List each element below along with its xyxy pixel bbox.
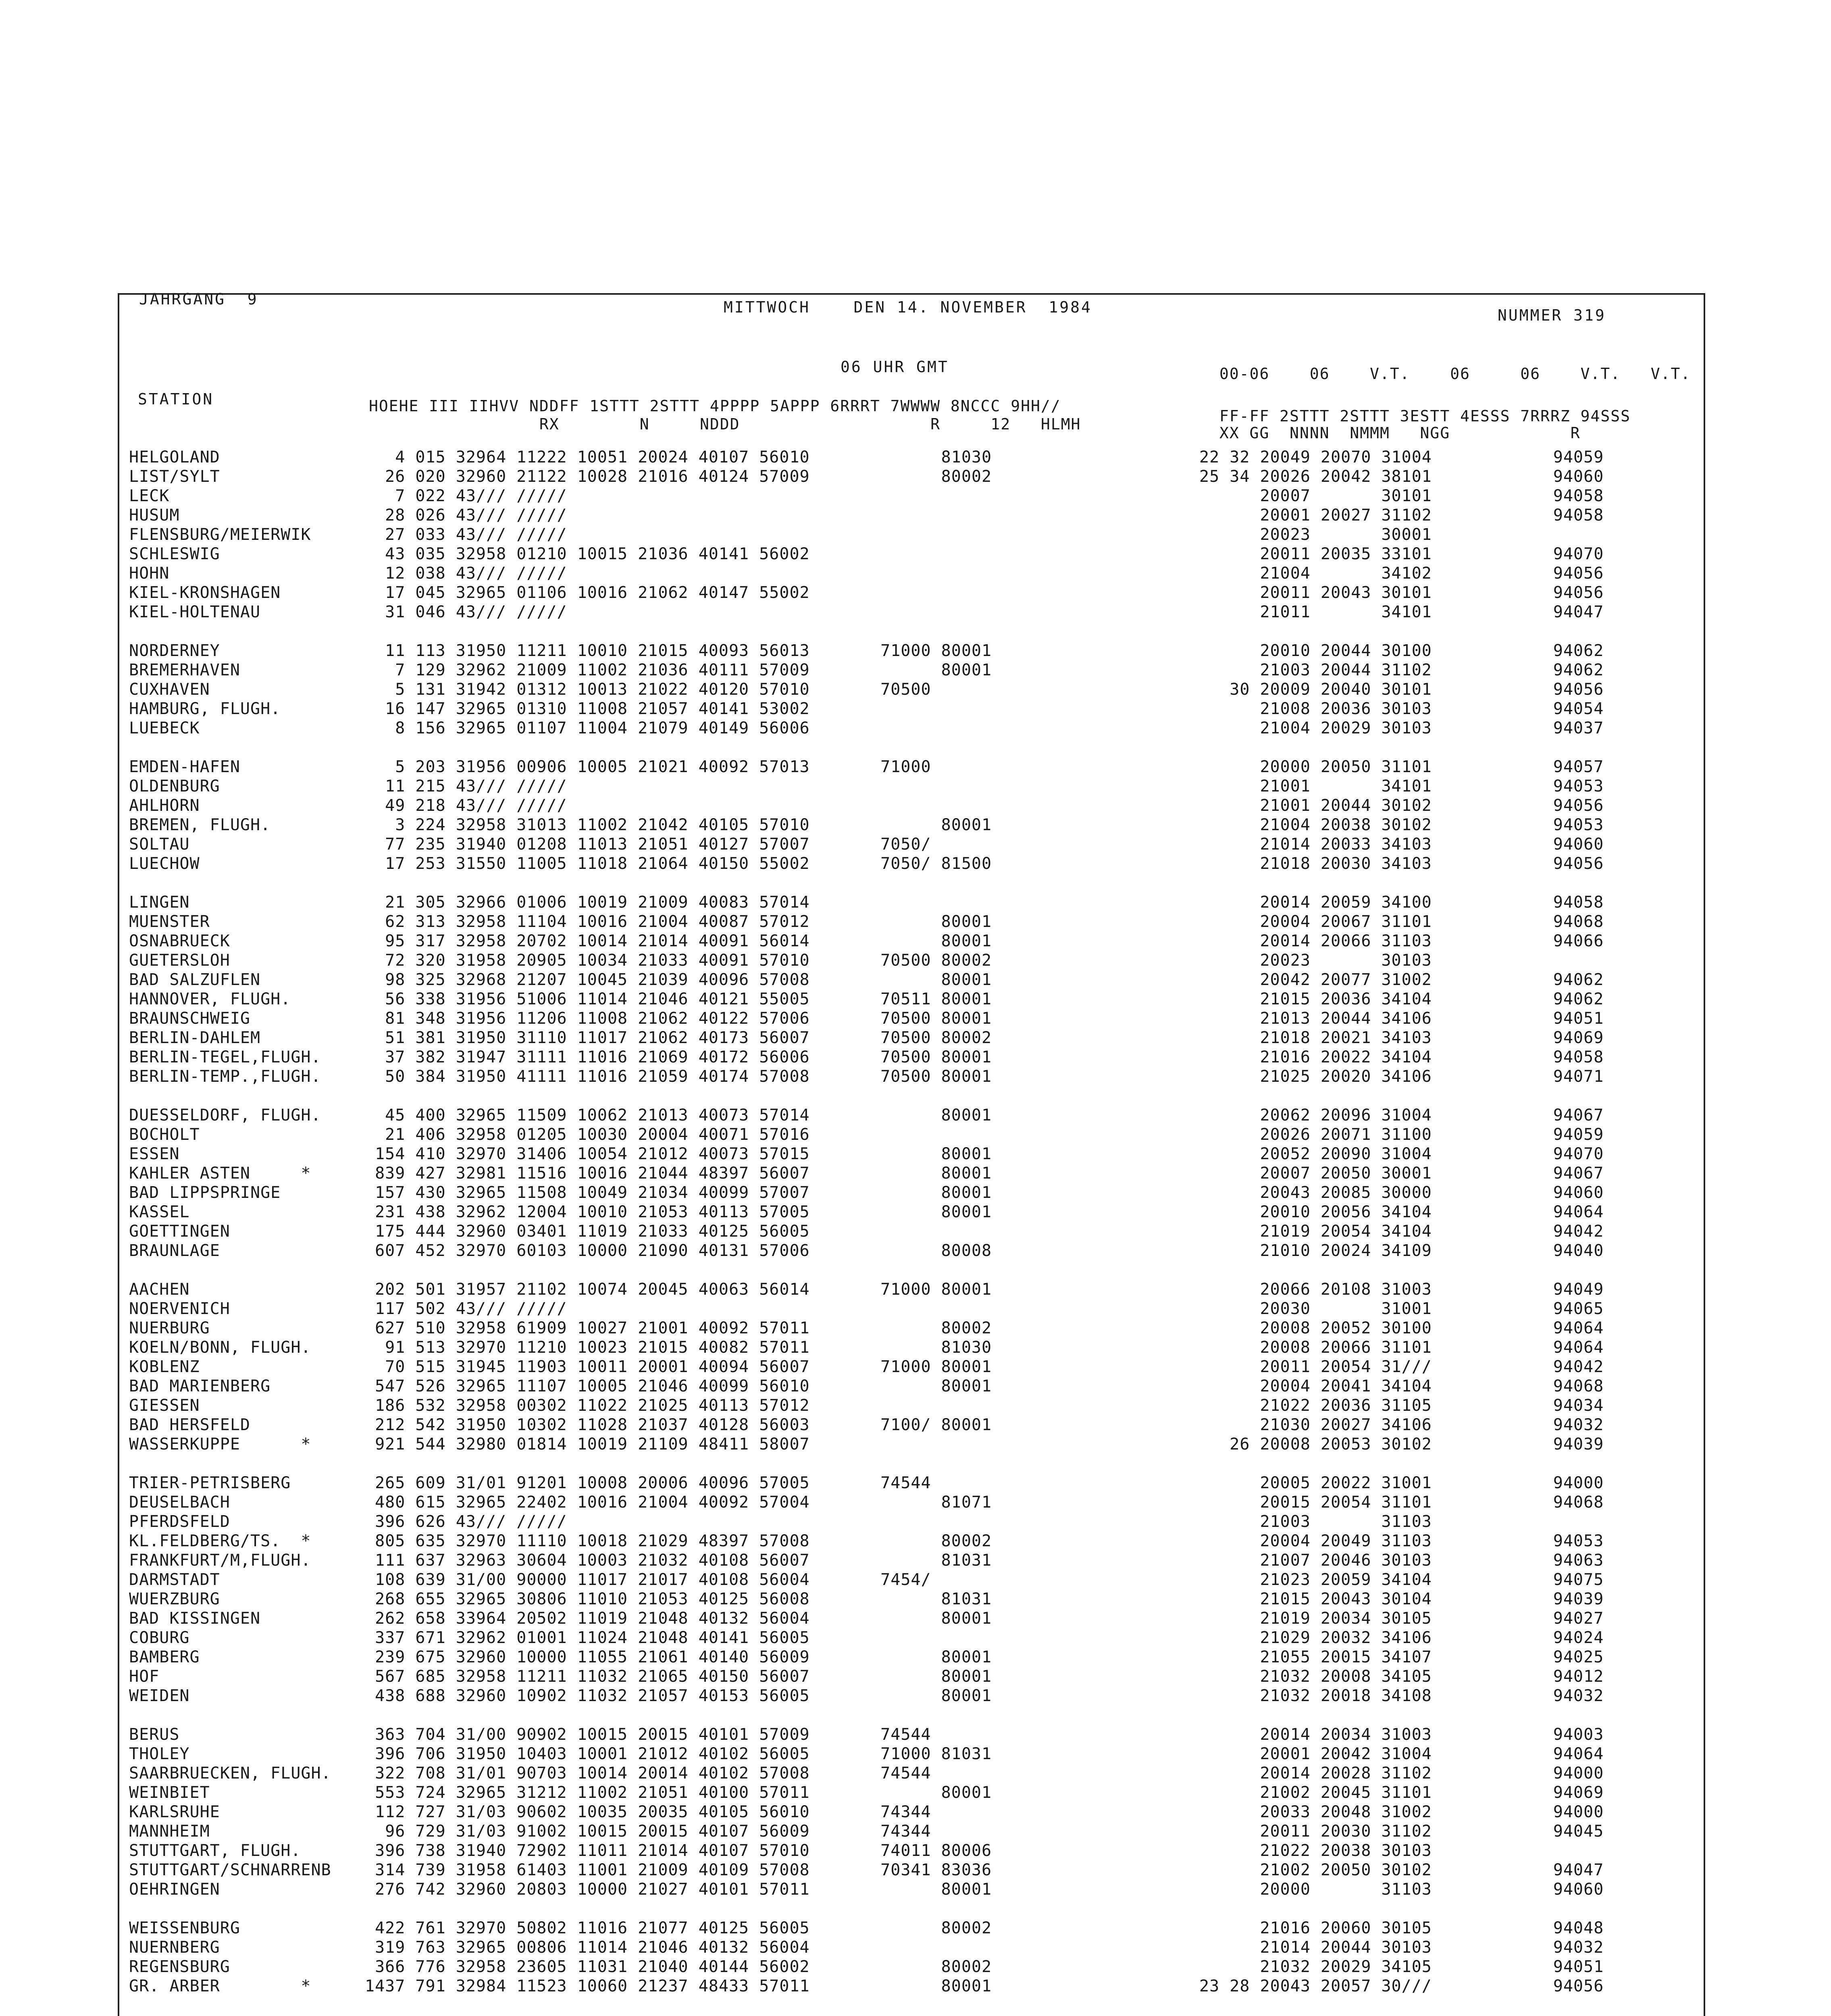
observation-row: 51 381 31950 31110 11017 21062 40173 56007 70500 80002 <box>365 1029 992 1047</box>
observation-row: 438 688 32960 10902 11032 21057 40153 56005 80001 <box>365 1687 992 1705</box>
extended-row: 21004 34102 94056 <box>1199 564 1604 583</box>
station-name: OSNABRUECK <box>129 932 230 950</box>
extended-row: 20011 20043 30101 94056 <box>1199 583 1604 602</box>
observation-row: 5 131 31942 01312 10013 21022 40120 57010 70500 <box>365 680 931 699</box>
group-spacer <box>129 738 379 757</box>
observation-row: 91 513 32970 11210 10023 21015 40082 57011 81030 <box>365 1338 992 1357</box>
extended-row: 21001 34101 94053 <box>1199 777 1604 796</box>
observation-row: 5 203 31956 00906 10005 21021 40092 57013 71000 <box>365 758 931 776</box>
observation-row: 175 444 32960 03401 11019 21033 40125 56005 <box>365 1222 810 1241</box>
station-name: GUETERSLOH <box>129 951 230 970</box>
extended-row: 20042 20077 31002 94062 <box>1199 971 1604 989</box>
extended-row: 21023 20059 34104 94075 <box>1199 1570 1604 1589</box>
observation-row: 62 313 32958 11104 10016 21004 40087 57012 80001 <box>365 912 992 931</box>
group-spacer <box>365 873 1260 893</box>
observation-row: 21 406 32958 01205 10030 20004 40071 57016 <box>365 1125 810 1144</box>
observation-row: 366 776 32958 23605 11031 21040 40144 56002 80002 <box>365 1958 992 1976</box>
station-name: BAD KISSINGEN <box>129 1609 261 1628</box>
observation-row: 43 035 32958 01210 10015 21036 40141 56002 <box>365 545 810 563</box>
station-name: NORDERNEY <box>129 641 220 660</box>
station-name: KASSEL <box>129 1203 190 1221</box>
observation-row: 314 739 31958 61403 11001 21009 40109 57008 70341 83036 <box>365 1861 992 1879</box>
station-name: BERLIN-DAHLEM <box>129 1029 261 1047</box>
station-name: DEUSELBACH <box>129 1493 230 1512</box>
extended-row: 20000 20050 31101 94057 <box>1199 758 1604 776</box>
extended-row: 21014 20033 34103 94060 <box>1199 835 1604 854</box>
station-name: MUENSTER <box>129 912 210 931</box>
group-spacer <box>365 1260 1260 1280</box>
observation-list <box>365 448 1260 2016</box>
observation-row: 276 742 32960 20803 10000 21027 40101 57011 80001 <box>365 1880 992 1899</box>
extended-row: 20023 30103 <box>1199 951 1432 970</box>
station-name: KAHLER ASTEN * <box>129 1164 311 1183</box>
observation-row: 268 655 32965 30806 11010 21053 40125 56008 81031 <box>365 1590 992 1608</box>
extended-row: 21014 20044 30103 94032 <box>1199 1938 1604 1957</box>
observation-row: 396 738 31940 72902 11011 21014 40107 57010 74011 80006 <box>365 1841 992 1860</box>
station-name: BAD MARIENBERG <box>129 1377 271 1395</box>
station-name: THOLEY <box>129 1745 190 1763</box>
extended-row: 21010 20024 34109 94040 <box>1199 1241 1604 1260</box>
station-name: HAMBURG, FLUGH. <box>129 700 281 718</box>
extended-row: 20015 20054 31101 94068 <box>1199 1493 1604 1512</box>
observation-row: 553 724 32965 31212 11002 21051 40100 57011 80001 <box>365 1783 992 1802</box>
extended-row: 21016 20022 34104 94058 <box>1199 1048 1604 1066</box>
station-name: AHLHORN <box>129 796 200 815</box>
observation-row: 186 532 32958 00302 11022 21025 40113 57012 <box>365 1396 810 1415</box>
observation-row: 72 320 31958 20905 10034 21033 40091 57010 70500 80002 <box>365 951 992 970</box>
extended-row: 20010 20056 34104 94064 <box>1199 1203 1604 1221</box>
station-name: COBURG <box>129 1629 190 1647</box>
extended-row: 21030 20027 34106 94032 <box>1199 1416 1604 1434</box>
code-columns-subheader: RX N NDDD R 12 HLMH <box>369 415 1081 433</box>
observation-row: 28 026 43/// ///// <box>365 506 567 525</box>
observation-row: 117 502 43/// ///// <box>365 1300 567 1318</box>
observation-row: 108 639 31/00 90000 11017 21017 40108 56004 7454/ <box>365 1570 931 1589</box>
station-name: WUERZBURG <box>129 1590 220 1608</box>
observation-row: 322 708 31/01 90703 10014 20014 40102 57008 74544 <box>365 1764 931 1783</box>
station-name: MANNHEIM <box>129 1822 210 1841</box>
station-name: BERLIN-TEGEL,FLUGH. <box>129 1048 321 1066</box>
observation-row: 396 706 31950 10403 10001 21012 40102 56005 71000 81031 <box>365 1745 992 1763</box>
station-name: KIEL-KRONSHAGEN <box>129 583 281 602</box>
observation-row: 77 235 31940 01208 11013 21051 40127 57007 7050/ <box>365 835 931 854</box>
observation-row: 547 526 32965 11107 10005 21046 40099 56010 80001 <box>365 1377 992 1395</box>
observation-row: 805 635 32970 11110 10018 21029 48397 57008 80002 <box>365 1532 992 1550</box>
observation-row: 95 317 32958 20702 10014 21014 40091 56014 80001 <box>365 932 992 950</box>
station-name: HANNOVER, FLUGH. <box>129 990 291 1008</box>
extended-row: 21007 20046 30103 94063 <box>1199 1551 1604 1570</box>
station-name: BRAUNSCHWEIG <box>129 1009 250 1028</box>
extended-row: 21022 20036 31105 94034 <box>1199 1396 1604 1415</box>
extended-row: 21018 20021 34103 94069 <box>1199 1029 1604 1047</box>
station-name: AACHEN <box>129 1280 190 1299</box>
group-spacer <box>1199 1996 1699 2015</box>
observation-row: 17 045 32965 01106 10016 21062 40147 55002 <box>365 583 810 602</box>
station-name: ESSEN <box>129 1145 180 1163</box>
extended-row: 22 32 20049 20070 31004 94059 <box>1199 448 1604 467</box>
extended-row: 20007 30101 94058 <box>1199 487 1604 505</box>
extended-row: 20000 31103 94060 <box>1199 1880 1604 1899</box>
extended-row: 21025 20020 34106 94071 <box>1199 1067 1604 1086</box>
extended-row: 20014 20028 31102 94000 <box>1199 1764 1604 1783</box>
extended-row: 20023 30001 <box>1199 525 1432 544</box>
station-name: BREMEN, FLUGH. <box>129 816 271 834</box>
station-name: WASSERKUPPE * <box>129 1435 311 1454</box>
extended-row: 20030 31001 94065 <box>1199 1300 1604 1318</box>
date-label: MITTWOCH DEN 14. NOVEMBER 1984 <box>724 298 1092 316</box>
extended-row: 20010 20044 30100 94062 <box>1199 641 1604 660</box>
extended-columns-header: 00-06 06 V.T. 06 06 V.T. V.T. <box>1219 365 1691 383</box>
station-name: HELGOLAND <box>129 448 220 467</box>
observation-row: 337 671 32962 01001 11024 21048 40141 56005 <box>365 1629 810 1647</box>
station-name: GOETTINGEN <box>129 1222 230 1241</box>
extended-row: 20001 20042 31004 94064 <box>1199 1745 1604 1763</box>
group-spacer <box>129 1899 379 1918</box>
group-spacer <box>1199 873 1699 893</box>
extended-row: 20052 20090 31004 94070 <box>1199 1145 1604 1163</box>
station-name: FRANKFURT/M,FLUGH. <box>129 1551 311 1570</box>
station-name: DARMSTADT <box>129 1570 220 1589</box>
observation-row: 56 338 31956 51006 11014 21046 40121 55005 70511 80001 <box>365 990 992 1008</box>
extended-row: 23 28 20043 20057 30/// 94056 <box>1199 1977 1604 1995</box>
observation-row: 839 427 32981 11516 10016 21044 48397 56007 80001 <box>365 1164 992 1183</box>
extended-row: 21032 20018 34108 94032 <box>1199 1687 1604 1705</box>
observation-row: 627 510 32958 61909 10027 21001 40092 57011 80002 <box>365 1319 992 1337</box>
observation-row: 157 430 32965 11508 10049 21034 40099 57007 80001 <box>365 1183 992 1202</box>
extended-row: 21018 20030 34103 94056 <box>1199 854 1604 873</box>
observation-row: 17 253 31550 11005 11018 21064 40150 55002 7050/ 81500 <box>365 854 992 873</box>
group-spacer <box>129 1086 379 1106</box>
station-name: EMDEN-HAFEN <box>129 758 240 776</box>
extended-row: 30 20009 20040 30101 94056 <box>1199 680 1604 699</box>
extended-data-list <box>1199 448 1699 2016</box>
station-name: WEIDEN <box>129 1687 190 1705</box>
group-spacer <box>1199 1260 1699 1280</box>
extended-row: 21015 20043 30104 94039 <box>1199 1590 1604 1608</box>
station-name: WEISSENBURG <box>129 1919 240 1937</box>
station-name: FLENSBURG/MEIERWIK <box>129 525 311 544</box>
station-name: SOLTAU <box>129 835 190 854</box>
observation-row: 262 658 33964 20502 11019 21048 40132 56004 80001 <box>365 1609 992 1628</box>
station-name: CUXHAVEN <box>129 680 210 699</box>
group-spacer <box>1199 622 1699 641</box>
issue-number: NUMMER 319 <box>1498 306 1606 324</box>
station-name: BOCHOLT <box>129 1125 200 1144</box>
station-name: HUSUM <box>129 506 180 525</box>
extended-row: 21015 20036 34104 94062 <box>1199 990 1604 1008</box>
extended-row: 20026 20071 31100 94059 <box>1199 1125 1604 1144</box>
observation-row: 11 113 31950 11211 10010 21015 40093 56013 71000 80001 <box>365 641 992 660</box>
extended-row: 20008 20066 31101 94064 <box>1199 1338 1604 1357</box>
station-name: NUERBURG <box>129 1319 210 1337</box>
code-columns-header: HOEHE III IIHVV NDDFF 1STTT 2STTT 4PPPP 5APPP 6RRRT 7WWWW 8NCCC 9HH// <box>369 397 1061 415</box>
extended-row: 21019 20054 34104 94042 <box>1199 1222 1604 1241</box>
extended-row: 20008 20052 30100 94064 <box>1199 1319 1604 1337</box>
group-spacer <box>365 1899 1260 1918</box>
observation-row: 50 384 31950 41111 11016 21059 40174 57008 70500 80001 <box>365 1067 992 1086</box>
extended-columns-subheader: FF-FF 2STTT 2STTT 3ESTT 4ESSS 7RRRZ 94SSS <box>1219 407 1631 425</box>
group-spacer <box>1199 1086 1699 1106</box>
observation-row: 202 501 31957 21102 10074 20045 40063 56014 71000 80001 <box>365 1280 992 1299</box>
extended-row: 20033 20048 31002 94000 <box>1199 1803 1604 1821</box>
extended-row: 21055 20015 34107 94025 <box>1199 1648 1604 1666</box>
station-name: BRAUNLAGE <box>129 1241 220 1260</box>
observation-row: 480 615 32965 22402 10016 21004 40092 57004 81071 <box>365 1493 992 1512</box>
station-name: HOF <box>129 1667 160 1686</box>
group-spacer <box>129 873 379 893</box>
extended-row: 21001 20044 30102 94056 <box>1199 796 1604 815</box>
group-spacer <box>1199 1899 1699 1918</box>
group-spacer <box>129 1706 379 1725</box>
extended-row: 21004 20029 30103 94037 <box>1199 719 1604 737</box>
station-list <box>129 448 379 2016</box>
observation-row: 70 515 31945 11903 10011 20001 40094 56007 71000 80001 <box>365 1358 992 1376</box>
observation-row: 26 020 32960 21122 10028 21016 40124 57009 80002 <box>365 467 992 486</box>
station-name: BREMERHAVEN <box>129 661 240 679</box>
extended-row: 20011 20035 33101 94070 <box>1199 545 1604 563</box>
observation-row: 37 382 31947 31111 11016 21069 40172 56006 70500 80001 <box>365 1048 992 1066</box>
observation-row: 231 438 32962 12004 10010 21053 40113 57005 80001 <box>365 1203 992 1221</box>
extended-row: 20004 20041 34104 94068 <box>1199 1377 1604 1395</box>
extended-row: 25 34 20026 20042 38101 94060 <box>1199 467 1604 486</box>
observation-row: 96 729 31/03 91002 10015 20015 40107 56009 74344 <box>365 1822 931 1841</box>
observation-row: 212 542 31950 10302 11028 21037 40128 56003 7100/ 80001 <box>365 1416 992 1434</box>
extended-row: 21002 20050 30102 94047 <box>1199 1861 1604 1879</box>
station-name: OEHRINGEN <box>129 1880 220 1899</box>
group-spacer <box>365 738 1260 757</box>
volume-label: JAHRGANG 9 <box>139 290 258 308</box>
extended-row: 21011 34101 94047 <box>1199 603 1604 621</box>
extended-row: 20001 20027 31102 94058 <box>1199 506 1604 525</box>
station-name: KOBLENZ <box>129 1358 200 1376</box>
station-name: PFERDSFELD <box>129 1512 230 1531</box>
station-name: GR. ARBER * <box>129 1977 311 1995</box>
observation-row: 3 224 32958 31013 11002 21042 40105 57010 80001 <box>365 816 992 834</box>
observation-row: 1437 791 32984 11523 10060 21237 48433 57011 80001 <box>365 1977 992 1995</box>
extended-row: 20011 20054 31/// 94042 <box>1199 1358 1604 1376</box>
observation-row: 7 129 32962 21009 11002 21036 40111 57009 80001 <box>365 661 992 679</box>
extended-row: 21008 20036 30103 94054 <box>1199 700 1604 718</box>
extended-row: 20043 20085 30000 94060 <box>1199 1183 1604 1202</box>
extended-row: 20004 20067 31101 94068 <box>1199 912 1604 931</box>
extended-row: 20014 20066 31103 94066 <box>1199 932 1604 950</box>
observation-row: 607 452 32970 60103 10000 21090 40131 57006 80008 <box>365 1241 992 1260</box>
observation-row: 265 609 31/01 91201 10008 20006 40096 57005 74544 <box>365 1474 931 1492</box>
station-name: BAD HERSFELD <box>129 1416 250 1434</box>
station-name: BAD LIPPSPRINGE <box>129 1183 281 1202</box>
observation-row: 8 156 32965 01107 11004 21079 40149 56006 <box>365 719 810 737</box>
observation-row: 27 033 43/// ///// <box>365 525 567 544</box>
observation-row: 7 022 43/// ///// <box>365 487 567 505</box>
extended-row: 21004 20038 30102 94053 <box>1199 816 1604 834</box>
station-name: NOERVENICH <box>129 1300 230 1318</box>
station-name: STUTTGART/SCHNARRENB <box>129 1861 331 1879</box>
group-spacer <box>129 1996 379 2015</box>
extended-row: 20004 20049 31103 94053 <box>1199 1532 1604 1550</box>
station-name: GIESSEN <box>129 1396 200 1415</box>
extended-row: 21019 20034 30105 94027 <box>1199 1609 1604 1628</box>
group-spacer <box>129 1454 379 1473</box>
observation-row: 319 763 32965 00806 11014 21046 40132 56004 <box>365 1938 810 1957</box>
observation-row: 567 685 32958 11211 11032 21065 40150 56007 80001 <box>365 1667 992 1686</box>
extended-row: 21029 20032 34106 94024 <box>1199 1629 1604 1647</box>
station-name: WEINBIET <box>129 1783 210 1802</box>
observation-row: 12 038 43/// ///// <box>365 564 567 583</box>
group-spacer <box>1199 738 1699 757</box>
extended-row: 21032 20029 34105 94051 <box>1199 1958 1604 1976</box>
group-spacer <box>129 1260 379 1280</box>
station-name: HOHN <box>129 564 170 583</box>
extended-row: 26 20008 20053 30102 94039 <box>1199 1435 1604 1454</box>
observation-row: 21 305 32966 01006 10019 21009 40083 57014 <box>365 893 810 912</box>
extended-row: 20014 20034 31003 94003 <box>1199 1725 1604 1744</box>
station-name: BERUS <box>129 1725 180 1744</box>
observation-row: 11 215 43/// ///// <box>365 777 567 796</box>
observation-row: 396 626 43/// ///// <box>365 1512 567 1531</box>
station-name: KIEL-HOLTENAU <box>129 603 261 621</box>
observation-row: 45 400 32965 11509 10062 21013 40073 57014 80001 <box>365 1106 992 1125</box>
time-label: 06 UHR GMT <box>841 358 949 376</box>
observation-row: 363 704 31/00 90902 10015 20015 40101 57009 74544 <box>365 1725 931 1744</box>
extended-row: 21013 20044 34106 94051 <box>1199 1009 1604 1028</box>
extended-row: 20062 20096 31004 94067 <box>1199 1106 1604 1125</box>
station-name: BERLIN-TEMP.,FLUGH. <box>129 1067 321 1086</box>
observation-row: 921 544 32980 01814 10019 21109 48411 58007 <box>365 1435 810 1454</box>
station-name: TRIER-PETRISBERG <box>129 1474 291 1492</box>
station-name: SAARBRUECKEN, FLUGH. <box>129 1764 331 1783</box>
observation-row: 239 675 32960 10000 11055 21061 40140 56009 80001 <box>365 1648 992 1666</box>
observation-row: 16 147 32965 01310 11008 21057 40141 53002 <box>365 700 810 718</box>
station-name: LINGEN <box>129 893 190 912</box>
group-spacer <box>365 622 1260 641</box>
group-spacer <box>365 1706 1260 1725</box>
extended-row: 20005 20022 31001 94000 <box>1199 1474 1604 1492</box>
extended-row: 21003 20044 31102 94062 <box>1199 661 1604 679</box>
extended-row: 20007 20050 30001 94067 <box>1199 1164 1604 1183</box>
observation-row: 31 046 43/// ///// <box>365 603 567 621</box>
extended-row: 20066 20108 31003 94049 <box>1199 1280 1604 1299</box>
extended-row: 21032 20008 34105 94012 <box>1199 1667 1604 1686</box>
station-column-header: STATION <box>138 390 214 408</box>
group-spacer <box>1199 1454 1699 1473</box>
station-name: SCHLESWIG <box>129 545 220 563</box>
group-spacer <box>365 1996 1260 2015</box>
station-name: LUEBECK <box>129 719 200 737</box>
observation-row: 81 348 31956 11206 11008 21062 40122 57006 70500 80001 <box>365 1009 992 1028</box>
station-name: KOELN/BONN, FLUGH. <box>129 1338 311 1357</box>
extended-row: 21016 20060 30105 94048 <box>1199 1919 1604 1937</box>
observation-row: 98 325 32968 21207 10045 21039 40096 57008 80001 <box>365 971 992 989</box>
observation-row: 154 410 32970 31406 10054 21012 40073 57015 80001 <box>365 1145 992 1163</box>
extended-row: 20011 20030 31102 94045 <box>1199 1822 1604 1841</box>
station-name: DUESSELDORF, FLUGH. <box>129 1106 321 1125</box>
station-name: OLDENBURG <box>129 777 220 796</box>
observation-row: 422 761 32970 50802 11016 21077 40125 56005 80002 <box>365 1919 992 1937</box>
observation-row: 4 015 32964 11222 10051 20024 40107 56010 81030 <box>365 448 992 467</box>
station-name: KL.FELDBERG/TS. * <box>129 1532 311 1550</box>
extended-row: 20014 20059 34100 94058 <box>1199 893 1604 912</box>
observation-row: 111 637 32963 30604 10003 21032 40108 56007 81031 <box>365 1551 992 1570</box>
group-spacer <box>129 622 379 641</box>
group-spacer <box>365 1454 1260 1473</box>
extended-row: 21003 31103 <box>1199 1512 1432 1531</box>
station-name: REGENSBURG <box>129 1958 230 1976</box>
observation-row: 49 218 43/// ///// <box>365 796 567 815</box>
group-spacer <box>1199 1706 1699 1725</box>
observation-row: 112 727 31/03 90602 10035 20035 40105 56010 74344 <box>365 1803 931 1821</box>
station-name: KARLSRUHE <box>129 1803 220 1821</box>
station-name: LECK <box>129 487 170 505</box>
station-name: LUECHOW <box>129 854 200 873</box>
station-name: BAMBERG <box>129 1648 200 1666</box>
extended-row: 21022 20038 30103 <box>1199 1841 1432 1860</box>
group-spacer <box>365 1086 1260 1106</box>
station-name: NUERNBERG <box>129 1938 220 1957</box>
extended-row: 21002 20045 31101 94069 <box>1199 1783 1604 1802</box>
station-name: LIST/SYLT <box>129 467 220 486</box>
station-name: STUTTGART, FLUGH. <box>129 1841 301 1860</box>
station-name: BAD SALZUFLEN <box>129 971 261 989</box>
extended-columns-units: XX GG NNNN NMMM NGG R <box>1219 424 1581 442</box>
